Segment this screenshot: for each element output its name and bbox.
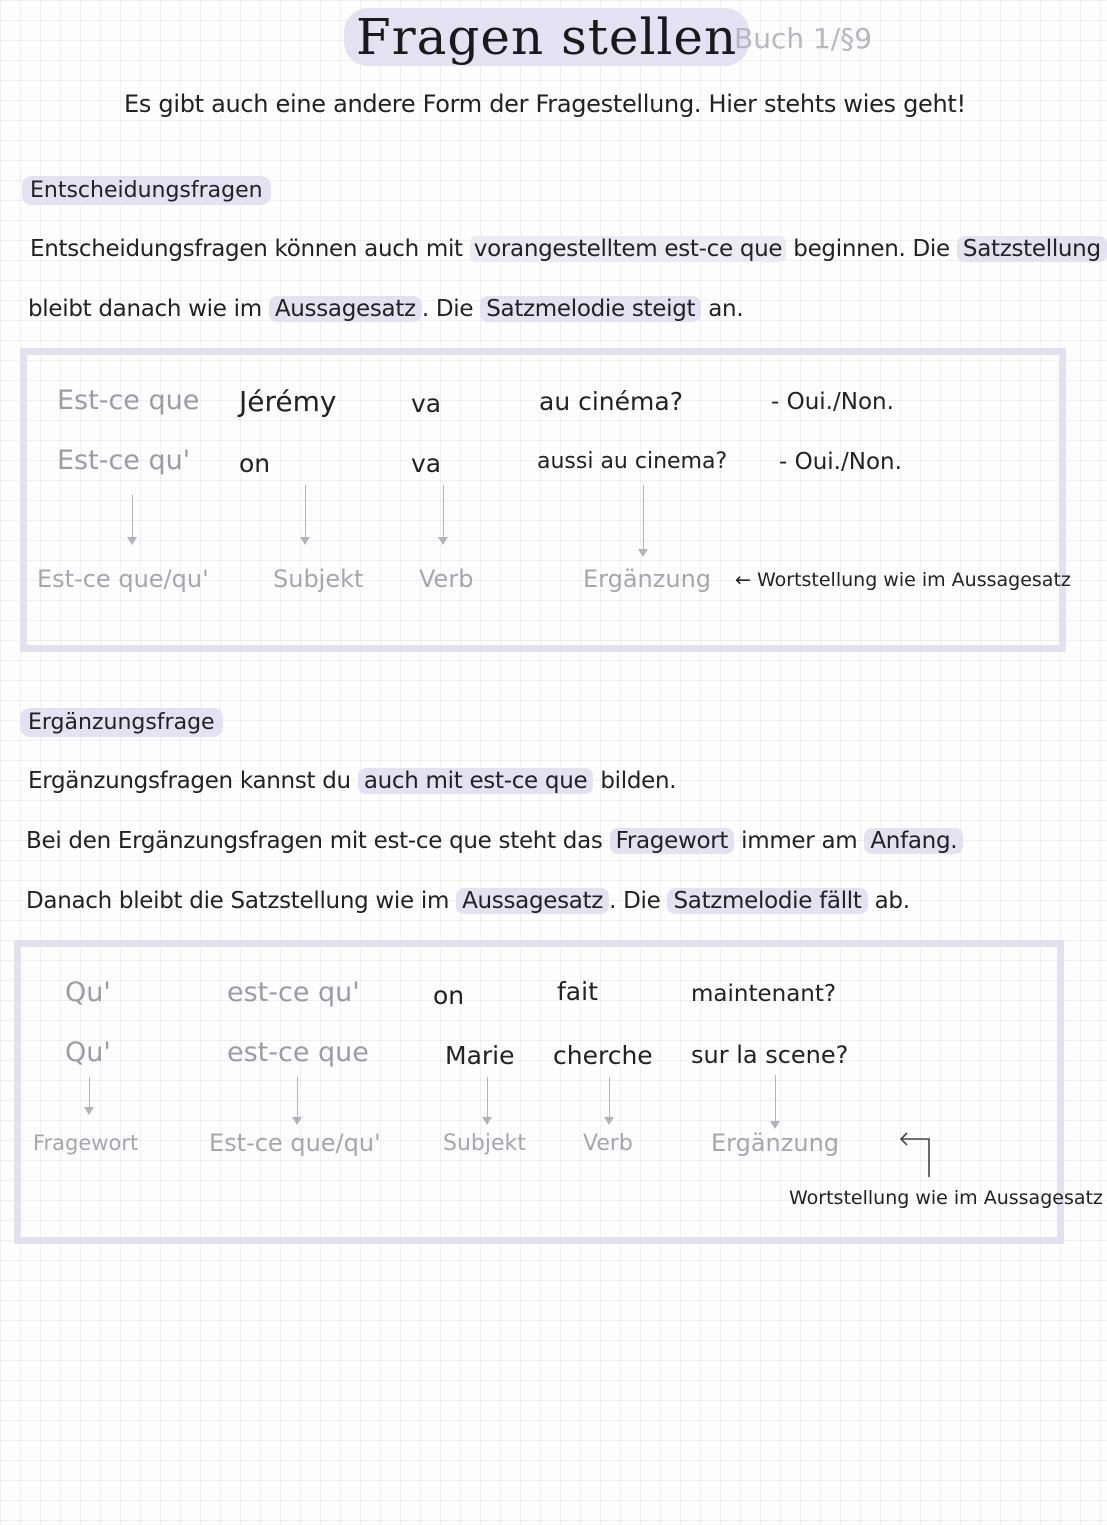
example-box-entscheidungsfragen	[20, 348, 1071, 652]
table2-r1-c1: Qu'	[65, 977, 111, 1008]
table2-note: Wortstellung wie im Aussagesatz	[789, 1187, 1103, 1209]
table2-r2-c3: Marie	[445, 1041, 515, 1070]
table1-label-verb: Verb	[419, 565, 474, 593]
example-box-ergaenzungsfrage	[14, 940, 1103, 1244]
arrow-down-icon	[775, 1075, 776, 1127]
table2-r2-c2: est-ce que	[227, 1037, 369, 1068]
table1-r1-c4: au cinéma?	[539, 387, 683, 416]
table2-r1-c3: on	[433, 981, 465, 1010]
arrow-down-icon	[487, 1077, 488, 1123]
table1-label-ergaenzung: Ergänzung	[583, 565, 712, 593]
table1-r2-c2: on	[239, 449, 271, 478]
table1-r2-c5: - Oui./Non.	[779, 449, 902, 475]
book-reference: Buch 1/§9	[734, 22, 873, 55]
corner-arrow-up-icon	[893, 1131, 937, 1179]
table1-r2-c3: va	[411, 449, 442, 478]
arrow-down-icon	[89, 1077, 90, 1113]
section1-paragraph-line2: bleibt danach wie im Aussagesatz . Die Satzmelodie steigt an.	[28, 296, 744, 322]
table2-label-fragewort: Fragewort	[33, 1131, 139, 1155]
table1-label-estcequeque: Est-ce que/qu'	[37, 565, 209, 593]
table2-r2-c4: cherche	[553, 1041, 653, 1070]
table2-r2-c5: sur la scene?	[691, 1041, 849, 1069]
table1-r2-c4: aussi au cinema?	[537, 449, 728, 474]
table1-r1-c1: Est-ce que	[57, 385, 200, 416]
table2-label-ergaenzung: Ergänzung	[711, 1129, 840, 1157]
table2-r1-c2: est-ce qu'	[227, 977, 360, 1008]
table1-r1-c3: va	[411, 389, 442, 418]
table1-r1-c5: - Oui./Non.	[771, 389, 894, 415]
table2-label-verb: Verb	[583, 1131, 633, 1156]
table2-r1-c5: maintenant?	[691, 981, 837, 1007]
section2-paragraph-line3: Danach bleibt die Satzstellung wie im Aussagesatz . Die Satzmelodie fällt ab.	[26, 888, 910, 914]
section-label-ergaenzungsfrage: Ergänzungsfrage	[20, 708, 223, 737]
section2-paragraph-line1: Ergänzungsfragen kannst du auch mit est-ce que bilden.	[28, 768, 677, 794]
section1-paragraph-line1: Entscheidungsfragen können auch mit vorangestelltem est-ce que beginnen. Die Satzstellung	[30, 236, 1107, 262]
table2-r1-c4: fait	[557, 977, 598, 1006]
section2-paragraph-line2: Bei den Ergänzungsfragen mit est-ce que steht das Fragewort immer am Anfang.	[26, 828, 963, 854]
table1-note: ← Wortstellung wie im Aussagesatz	[735, 569, 1071, 591]
arrow-down-icon	[132, 495, 133, 543]
arrow-down-icon	[609, 1077, 610, 1123]
section-label-entscheidungsfragen: Entscheidungsfragen	[22, 176, 271, 205]
page-title: Fragen stellen	[344, 8, 749, 66]
table1-r1-c2: Jérémy	[239, 385, 337, 418]
arrow-down-icon	[643, 485, 644, 555]
arrow-down-icon	[305, 485, 306, 543]
table2-label-subjekt: Subjekt	[443, 1131, 526, 1156]
table1-label-subjekt: Subjekt	[273, 565, 364, 593]
table2-label-estcequeque: Est-ce que/qu'	[209, 1129, 381, 1157]
table1-r2-c1: Est-ce qu'	[57, 445, 191, 476]
table2-r2-c1: Qu'	[65, 1037, 111, 1068]
intro-text: Es gibt auch eine andere Form der Fragestellung. Hier stehts wies geht!	[124, 90, 966, 118]
arrow-down-icon	[443, 485, 444, 543]
arrow-down-icon	[297, 1077, 298, 1123]
